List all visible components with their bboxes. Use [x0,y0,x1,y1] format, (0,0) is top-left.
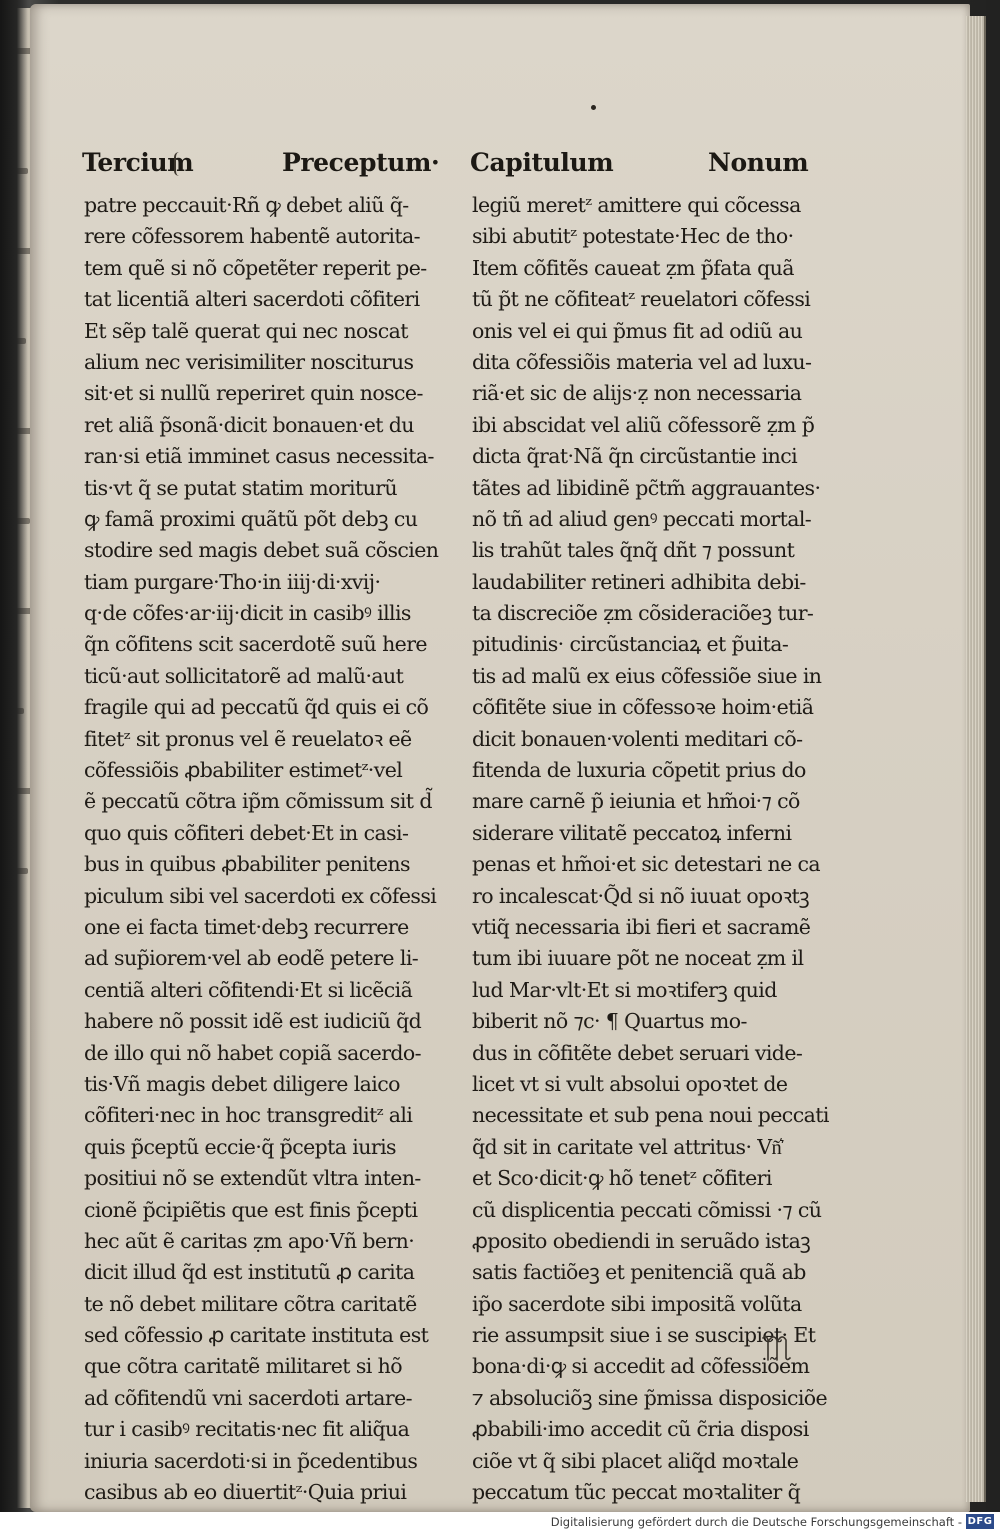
signature-mark-m [761,1328,793,1364]
text-line: tur i casibꝰ recitatis·nec fit aliq̃ua [84,1417,410,1442]
text-line: legiũ meretᶻ amittere qui cõcessa [472,193,801,217]
text-line: tum ibi iuuare põt ne noceat ẓm il [472,946,804,971]
footer-credit: Digitalisierung gefördert durch die Deutsche Forschungsgemeinschaft - [550,1515,962,1529]
text-line: q̃d sit in caritate vel attritus· Vñ͛ [472,1134,782,1159]
text-line: nõ tñ ad aliud genꝰ peccati mortal- [472,506,812,531]
text-line: laudabiliter retineri adhibita debi- [472,569,806,594]
text-line: stodire sed magis debet suã cõscien [84,538,439,563]
text-line: ip̃o sacerdote sibi impositã volũta [472,1291,802,1316]
text-line: piculum sibi vel sacerdoti ex cõfessi [84,883,437,908]
text-line: ibi abscidat vel aliũ cõfessorẽ ẓm p̃ [472,412,815,437]
text-line: one ei facta timet·debꝫ recurrere [84,914,409,939]
text-line: q̃n cõfitens scit sacerdotẽ suũ here [84,632,427,657]
text-line: peccatum tũc peccat moꝛtaliter q̃ [472,1480,801,1505]
text-line: cũ displicentia peccati cõmissi ·⁊ cũ [472,1197,822,1222]
text-line: vtiq̃ necessaria ibi fieri et sacramẽ [472,914,811,939]
text-line: fitetᶻ sit pronus vel ẽ reuelatoꝛ eẽ [84,726,412,751]
text-column-left [84,190,439,1508]
text-line: tis ad malũ ex eius cõfessiõe siue in [472,663,822,688]
text-line: dicta q̃rat·Nã q̃n circũstantie inci [472,444,798,469]
right-scan-border [986,0,1000,1531]
text-line: rere cõfessorem habentẽ autorita- [84,224,420,249]
page-edges [966,16,986,1502]
text-line: centiã alteri cõfitendi·Et si licẽciã [84,977,413,1002]
text-line: hec aũt ẽ caritas ẓm apo·Vñ bern· [84,1228,415,1253]
text-line: habere nõ possit idẽ est iudiciũ q̃d [84,1009,422,1034]
text-line: cionẽ p̃cipiẽtis que est finis p̃cepti [84,1197,418,1222]
text-line: ẽ peccatũ cõtra ip̃m cõmissum sit d̃ [84,789,432,814]
text-line: tiam purgare·Tho·in iiij·di·xvij· [84,569,381,594]
running-head-left-word-1: Tercium [82,148,194,177]
text-line: sit·et si nullũ reperiret quin nosce- [84,381,423,406]
text-line: dus in cõfitẽte debet seruari vide- [472,1040,803,1065]
text-line: bona·di·ꝙ si accedit ad cõfessiõem [472,1354,810,1379]
text-line: fitenda de luxuria cõpetit prius do [472,758,806,783]
text-line: positiui nõ se extendũt vltra inten- [84,1166,421,1191]
text-line: dicit bonauen·volenti meditari cõ- [472,726,803,751]
text-line: tãtes ad libidinẽ pc̃tm̃ aggrauantes· [472,475,821,500]
text-line: mare carnẽ p̃ ieiunia et hm̃oi·⁊ cõ [472,789,800,814]
text-line: cõfitẽte siue in cõfessoꝛe hoim·etiã [472,695,814,720]
header-bracket-mark [172,150,180,178]
text-line: tis·Vñ magis debet diligere laico [84,1071,400,1096]
text-line: sibi abutitᶻ potestate·Hec de tho· [472,224,794,249]
running-head-right-word-2: Nonum [708,148,809,177]
text-line: iniuria sacerdoti·si in p̃cedentibus [84,1448,418,1473]
text-line: penas et hm̃oi·et sic detestari ne ca [472,852,821,877]
text-line: ad cõfitendũ vni sacerdoti artare- [84,1385,412,1410]
spine-shadow [0,0,28,1531]
text-line: quis p̃ceptũ eccie·q̃ p̃cepta iuris [84,1134,396,1159]
text-line: tũ p̃t ne cõfiteatᶻ reuelatori cõfessi [472,287,811,312]
text-column-right [472,190,829,1508]
text-line: biberit nõ ⁊c· ¶ Quartus mo- [472,1009,747,1034]
text-line: ta discreciõe ẓm cõsideraciõeꝫ tur- [472,601,814,626]
text-line: onis vel ei qui p̃mus fit ad odiũ au [472,318,803,343]
text-line: de illo qui nõ habet copiã sacerdo- [84,1040,421,1065]
text-line: ran·si etiã imminet casus necessita- [84,444,434,469]
text-line: Et sẽp talẽ querat qui nec noscat [84,318,408,343]
text-line: alium nec verisimiliter nosciturus [84,349,414,374]
text-line: bus in quibus ꝓbabiliter penitens [84,852,410,877]
page-dot-mark [591,105,596,110]
text-line: cõfessiõis ꝓbabiliter estimetᶻ·vel [84,758,403,783]
text-line: patre peccauit·Rñ ꝙ debet aliũ q̃- [84,193,409,217]
text-line: ⁊ absoluciõꝫ sine p̃missa disposiciõe [472,1385,828,1410]
text-line: tis·vt q̃ se putat statim moriturũ [84,475,398,500]
text-line: et Sco·dicit·ꝙ hõ tenetᶻ cõfiteri [472,1166,772,1191]
text-line: siderare vilitatẽ peccatoꝝ inferni [472,820,792,845]
text-line: casibus ab eo diuertitᶻ·Quia priui [84,1480,407,1505]
text-line: rie assumpsit siue i se suscipiet· Et [472,1323,816,1348]
text-line: quo quis cõfiteri debet·Et in casi- [84,820,409,845]
text-line: que cõtra caritatẽ militaret si hõ [84,1354,402,1379]
running-head-left-word-2: Preceptum· [282,148,440,177]
text-line: ad sup̃iorem·vel ab eodẽ petere li- [84,946,419,971]
text-line: q·de cõfes·ar·iij·dicit in casibꝰ illis [84,601,411,626]
text-line: lud Mar·vlt·Et si moꝛtiferꝫ quid [472,977,777,1002]
text-line: ꝓposito obediendi in seruãdo istaꝫ [472,1228,811,1253]
text-line: te nõ debet militare cõtra caritatẽ [84,1291,417,1316]
text-line: riã·et sic de alijs·ẓ non necessaria [472,381,802,406]
text-line: dita cõfessiõis materia vel ad luxu- [472,349,812,374]
text-line: ret aliã p̃sonã·dicit bonauen·et du [84,412,414,437]
text-line: dicit illud q̃d est institutũ ꝓ carita [84,1260,415,1285]
text-line: Item cõfitẽs caueat ẓm p̃fata quã [472,255,794,280]
text-line: ciõe vt q̃ sibi placet aliq̃d moꝛtale [472,1448,799,1473]
text-line: necessitate et sub pena noui peccati [472,1103,829,1128]
text-line: ticũ·aut sollicitatorẽ ad malũ·aut [84,663,404,688]
text-line: tat licentiã alteri sacerdoti cõfiteri [84,287,420,312]
text-line: pitudinis· circũstanciaꝝ et p̃uita- [472,632,789,657]
dfg-logo: DFG [967,1516,993,1527]
text-line: cõfiteri·nec in hoc transgreditᶻ ali [84,1103,413,1128]
text-line: ro incalescat·Q̃d si nõ iuuat opoꝛtꝫ [472,883,810,908]
text-line: ꝓbabili·imo accedit cũ c̃ria disposi [472,1417,809,1442]
text-line: licet vt si vult absolui opoꝛtet de [472,1071,788,1096]
text-line: fragile qui ad peccatũ q̃d quis ei cõ [84,695,429,720]
text-line: sed cõfessio ꝓ caritate instituta est [84,1323,429,1348]
text-line: lis trahũt tales q̃nq̃ dñt ⁊ possunt [472,538,795,563]
text-line: ꝙ famã proximi quãtũ põt debꝫ cu [84,506,418,531]
text-line: satis factiõeꝫ et penitenciã quã ab [472,1260,806,1285]
text-line: tem quẽ si nõ cõpetẽter reperit pe- [84,255,427,280]
running-head-right-word-1: Capitulum [470,148,614,177]
